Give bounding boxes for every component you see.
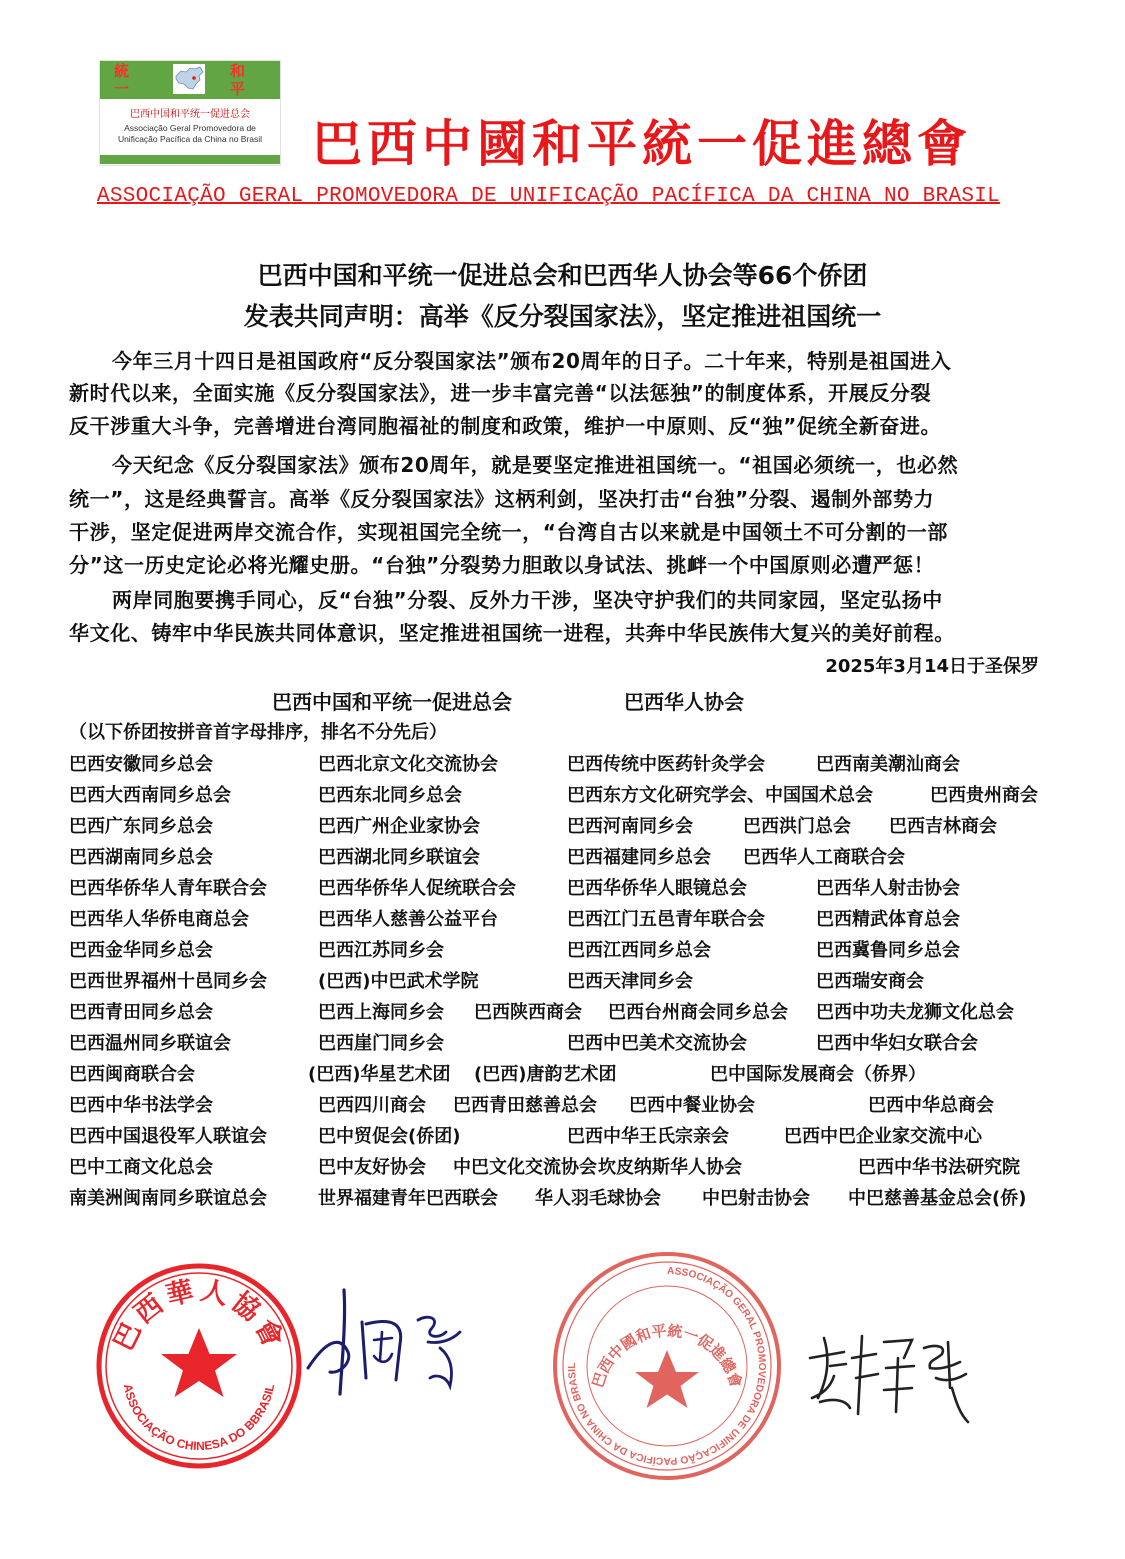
- signatory-organization: 巴西精武体育总会: [816, 909, 960, 930]
- promotion-association-seal: [551, 1250, 783, 1482]
- signatory-organization: 巴西金华同乡总会: [69, 940, 213, 961]
- signatory-organization: 巴西华人华侨电商总会: [69, 909, 249, 930]
- signatory-organization: 巴西湖南同乡总会: [69, 847, 213, 868]
- signatory-organization: 巴西世界福州十邑同乡会: [69, 971, 267, 992]
- body-line: 反干涉重大斗争，完善增进台湾同胞福祉的制度和政策，维护一中原则、反“独”促统全新奋进。: [69, 414, 942, 438]
- signatory-organization: 巴西中华书法研究院: [858, 1157, 1020, 1178]
- signatory-organization: 中巴慈善基金总会(侨): [848, 1188, 1027, 1209]
- statement-title-line2: 发表共同声明：高举《反分裂国家法》，坚定推进祖国统一: [243, 302, 882, 331]
- logo-portuguese-name: [100, 123, 280, 145]
- signatory-organization: 巴西中华总商会: [868, 1095, 994, 1116]
- signatory-organization: 巴西广东同乡总会: [69, 816, 213, 837]
- logo-char: 統: [114, 62, 130, 80]
- signatory-organization: 巴西瑞安商会: [816, 971, 924, 992]
- logo-char: 和: [230, 62, 246, 80]
- organization-logo: [99, 60, 281, 166]
- signatory-organization: 巴西福建同乡总会: [567, 847, 711, 868]
- signatory-organization: 巴西南美潮汕商会: [816, 754, 960, 775]
- body-line: 干涉，坚定促进两岸交流合作，实现祖国完全统一，“台湾自古以来就是中国领土不可分割的一部: [69, 520, 948, 544]
- svg-text:ASSOCIAÇÃO CHINESA DO BBRASIL: [121, 1383, 278, 1453]
- signatory-organization: (巴西)中巴武术学院: [318, 971, 479, 992]
- seal-bottom-text: ASSOCIAÇÃO CHINESA DO BBRASIL: [120, 1382, 278, 1454]
- signatory-organization: 巴西四川商会: [318, 1095, 426, 1116]
- chinese-association-seal: [95, 1262, 303, 1470]
- signatory-organization: 巴西闽商联合会: [69, 1064, 195, 1085]
- body-line: 华文化、铸牢中华民族共同体意识，坚定推进祖国统一进程，共奔中华民族伟大复兴的美好前程。: [69, 621, 955, 645]
- signatory-organization: 巴西陕西商会: [474, 1002, 582, 1023]
- body-line: 新时代以来，全面实施《反分裂国家法》，进一步丰富完善“以法惩独”的制度体系，开展反分裂: [69, 381, 932, 405]
- signatory-organization: 巴中贸促会(侨团): [318, 1126, 461, 1147]
- china-map-icon: [173, 64, 205, 94]
- signatory-organization: 巴中友好协会: [318, 1157, 426, 1178]
- signatory-organization: 巴西江西同乡总会: [567, 940, 711, 961]
- lead-signatory: 巴西中国和平统一促进总会: [272, 690, 512, 714]
- seal-outer-text: ASSOCIAÇÃO GERAL PROMOVEDORA DE UNIFICAÇÃO PACÍFICA DA CHINA NO BRASIL: [566, 1265, 767, 1467]
- signature-right: [800, 1318, 980, 1428]
- star-icon: [161, 1328, 237, 1397]
- seal-top-text: 巴西華人協會: [107, 1274, 291, 1356]
- signatory-organization: 巴西湖北同乡联谊会: [318, 847, 480, 868]
- logo-portuguese-line: Associação Geral Promovedora de: [124, 123, 256, 133]
- signatory-organization: 世界福建青年巴西联会: [318, 1188, 498, 1209]
- signatory-organization: 中巴射击协会: [702, 1188, 810, 1209]
- statement-date: 2025年3月14日于圣保罗: [825, 656, 1039, 677]
- signatory-organization: 巴西中华书法学会: [69, 1095, 213, 1116]
- signatory-organization: 巴西华侨华人促统联合会: [318, 878, 516, 899]
- signatory-organization: 巴西中巴企业家交流中心: [784, 1126, 982, 1147]
- signatory-organization: 巴西华侨华人青年联合会: [69, 878, 267, 899]
- signatory-organization: (巴西)唐韵艺术团: [474, 1064, 617, 1085]
- signatory-organization: 巴西广州企业家协会: [318, 816, 480, 837]
- signatory-organization: 巴西吉林商会: [889, 816, 997, 837]
- signatory-organization: 巴西青田同乡总会: [69, 1002, 213, 1023]
- signatory-organization: 巴中国际发展商会（侨界）: [710, 1064, 926, 1085]
- signatory-organization: 巴西温州同乡联谊会: [69, 1033, 231, 1054]
- signature-left: [300, 1282, 480, 1402]
- signatory-organization: 坎皮纳斯华人协会: [598, 1157, 742, 1178]
- signatory-organization: 巴西江门五邑青年联合会: [567, 909, 765, 930]
- signatory-organization: 巴西东北同乡总会: [318, 785, 462, 806]
- logo-char: 一: [114, 80, 130, 98]
- organization-name-chinese: 巴西中國和平統一促進總會: [312, 114, 972, 173]
- signatory-organization: 巴西中功夫龙狮文化总会: [816, 1002, 1014, 1023]
- signatory-organization: 巴西河南同乡会: [567, 816, 693, 837]
- signatory-organization: 巴西传统中医药针灸学会: [567, 754, 765, 775]
- star-icon: [635, 1350, 699, 1408]
- signatory-organization: 华人羽毛球协会: [535, 1188, 661, 1209]
- signatory-organization: 巴西中华王氏宗亲会: [567, 1126, 729, 1147]
- logo-portuguese-line: Unificação Pacífica da China no Brasil: [117, 134, 263, 144]
- signatory-organization: 巴西青田慈善总会: [453, 1095, 597, 1116]
- signatory-organization: 巴西崖门同乡会: [318, 1033, 444, 1054]
- lead-signatory: 巴西华人协会: [624, 690, 744, 714]
- signatory-organization: 巴西中餐业协会: [629, 1095, 755, 1116]
- signatory-organization: 中巴文化交流协会: [453, 1157, 597, 1178]
- signatory-organization: 巴西中华妇女联合会: [816, 1033, 978, 1054]
- body-line: 两岸同胞要携手同心，反“台独”分裂、反外力干涉，坚决守护我们的共同家园，坚定弘扬中: [112, 588, 943, 612]
- logo-chinese-name: 巴西中国和平统一促进总会: [130, 109, 250, 120]
- logo-char: 平: [230, 80, 246, 98]
- signatory-organization: 南美洲闽南同乡联谊总会: [69, 1188, 267, 1209]
- signatory-organization: 巴西安徽同乡总会: [69, 754, 213, 775]
- signatory-organization: 巴西上海同乡会: [318, 1002, 444, 1023]
- signatory-organization: 巴西华人射击协会: [816, 878, 960, 899]
- signatory-organization: 巴西台州商会同乡总会: [608, 1002, 788, 1023]
- signatory-organization: 巴西华人工商联合会: [743, 847, 905, 868]
- signatory-organization: 巴西洪门总会: [743, 816, 851, 837]
- statement-title-line1: 巴西中国和平统一促进总会和巴西华人协会等66个侨团: [257, 261, 868, 290]
- signatory-organization: 巴西贵州商会: [930, 785, 1038, 806]
- body-line: 今年三月十四日是祖国政府“反分裂国家法”颁布20周年的日子。二十年来，特别是祖国进入: [112, 349, 952, 373]
- signatory-organization: 巴西东方文化研究学会、中国国术总会: [567, 785, 873, 806]
- signatory-organization: 巴西北京文化交流协会: [318, 754, 498, 775]
- logo-green-band: [100, 61, 280, 99]
- signatory-organization: 巴西华人慈善公益平台: [318, 909, 498, 930]
- signatory-organization: 巴西中巴美术交流协会: [567, 1033, 747, 1054]
- signatory-organization: 巴西江苏同乡会: [318, 940, 444, 961]
- signatory-organization: (巴西)华星艺术团: [308, 1064, 451, 1085]
- signatory-organization: 巴中工商文化总会: [69, 1157, 213, 1178]
- signatory-organization: 巴西中国退役军人联谊会: [69, 1126, 267, 1147]
- body-line: 分”这一历史定论必将光耀史册。“台独”分裂势力胆敢以身试法、挑衅一个中国原则必遭严惩！: [69, 553, 935, 577]
- ordering-note: （以下侨团按拼音首字母排序，排名不分先后）: [69, 722, 447, 743]
- seal-top-text: 巴西中國和平統一促進總會: [588, 1321, 746, 1390]
- signatory-organization: 巴西大西南同乡总会: [69, 785, 231, 806]
- body-line: 今天纪念《反分裂国家法》颁布20周年，就是要坚定推进祖国统一。“祖国必须统一，也必然: [112, 453, 959, 477]
- logo-green-bar: [100, 155, 280, 164]
- organization-name-portuguese: ASSOCIAÇÃO GERAL PROMOVEDORA DE UNIFICAÇÃO PACÍFICA DA CHINA NO BRASIL: [96, 185, 1001, 208]
- body-line: 统一”，这是经典誓言。高举《反分裂国家法》这柄利剑，坚决打击“台独”分裂、遏制外部势力: [69, 487, 935, 511]
- signatory-organization: 巴西华侨华人眼镜总会: [567, 878, 747, 899]
- signatory-organization: 巴西天津同乡会: [567, 971, 693, 992]
- signatory-organization: 巴西冀鲁同乡总会: [816, 940, 960, 961]
